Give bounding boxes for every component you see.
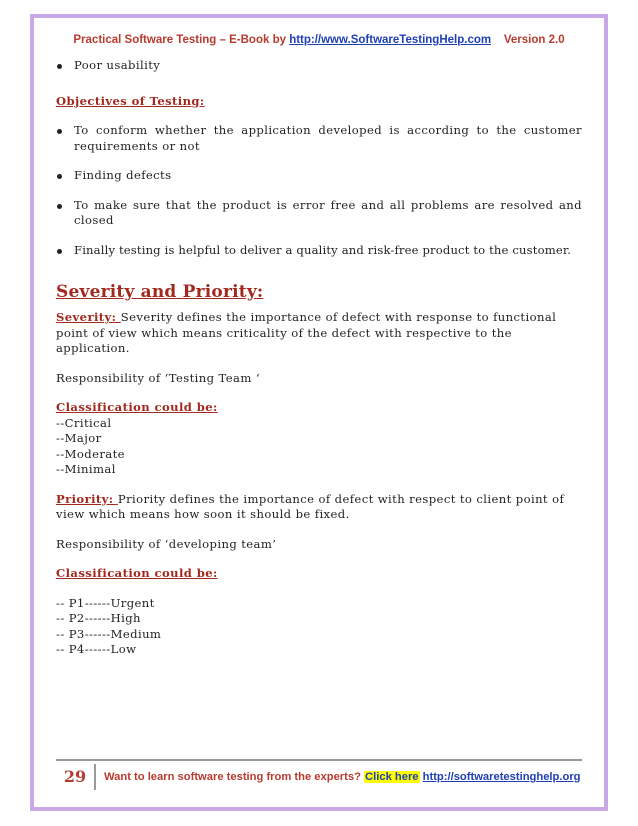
classification-item: --Major bbox=[56, 431, 102, 445]
bullet-icon bbox=[57, 249, 62, 254]
severity-text: Severity defines the importance of defect with response to functional point of view which means criticality of the defect with respective to the application. bbox=[56, 310, 557, 355]
bullet-icon bbox=[57, 204, 62, 209]
severity-paragraph bbox=[56, 310, 582, 357]
footer-divider bbox=[56, 759, 582, 761]
severity-priority-heading: Severity and Priority: bbox=[56, 282, 264, 302]
classification-heading: Classification could be: bbox=[56, 400, 218, 414]
header-link[interactable]: http://www.SoftwareTestingHelp.com bbox=[289, 34, 492, 46]
severity-responsibility: Responsibility of ‘Testing Team ‘ bbox=[56, 370, 260, 385]
classification-item: -- P2------High bbox=[56, 611, 141, 625]
objectives-heading: Objectives of Testing: bbox=[56, 93, 205, 108]
list-item bbox=[56, 58, 582, 74]
page-header bbox=[0, 34, 638, 46]
bullet-text: To make sure that the product is error free and all problems are resolved and closed bbox=[74, 197, 582, 227]
classification-item: -- P3------Medium bbox=[56, 626, 162, 641]
list-item bbox=[56, 123, 582, 154]
bullet-text: Finding defects bbox=[74, 168, 172, 182]
severity-label: Severity: bbox=[56, 310, 121, 324]
bullet-text: To conform whether the application developed is according to the customer requirements or not bbox=[74, 123, 582, 153]
footer-link[interactable]: http://softwaretestinghelp.org bbox=[422, 771, 581, 783]
list-item bbox=[56, 168, 582, 184]
classification-item: --Critical bbox=[56, 415, 112, 430]
priority-text: Priority defines the importance of defect with respect to client point of view which means how soon it should be fixed. bbox=[56, 491, 565, 521]
bullet-icon bbox=[57, 64, 62, 69]
footer-promo-text: Want to learn software testing from the experts? bbox=[104, 771, 365, 783]
priority-responsibility: Responsibility of ‘developing team’ bbox=[56, 536, 277, 551]
header-title: Practical Software Testing – E-Book by bbox=[73, 34, 290, 46]
bullet-text: Finally testing is helpful to deliver a quality and risk-free product to the customer. bbox=[74, 242, 572, 257]
classification-item: -- P4------Low bbox=[56, 642, 137, 656]
header-version: Version 2.0 bbox=[503, 34, 565, 46]
bullet-text: Poor usability bbox=[74, 58, 161, 72]
classification-item: --Minimal bbox=[56, 462, 116, 476]
bullet-icon bbox=[57, 174, 62, 179]
priority-label: Priority: bbox=[56, 491, 118, 506]
priority-paragraph bbox=[56, 492, 582, 523]
classification-item: -- P1------Urgent bbox=[56, 595, 155, 610]
list-item bbox=[56, 243, 582, 259]
click-here-link[interactable]: Click here bbox=[365, 771, 419, 783]
bullet-icon bbox=[57, 129, 62, 134]
classification-item: --Moderate bbox=[56, 446, 125, 461]
classification-heading: Classification could be: bbox=[56, 566, 218, 580]
page-number: 29 bbox=[56, 764, 96, 790]
page-content bbox=[56, 58, 582, 658]
footer-promo bbox=[96, 771, 581, 783]
list-item bbox=[56, 198, 582, 229]
page-footer bbox=[56, 763, 596, 791]
